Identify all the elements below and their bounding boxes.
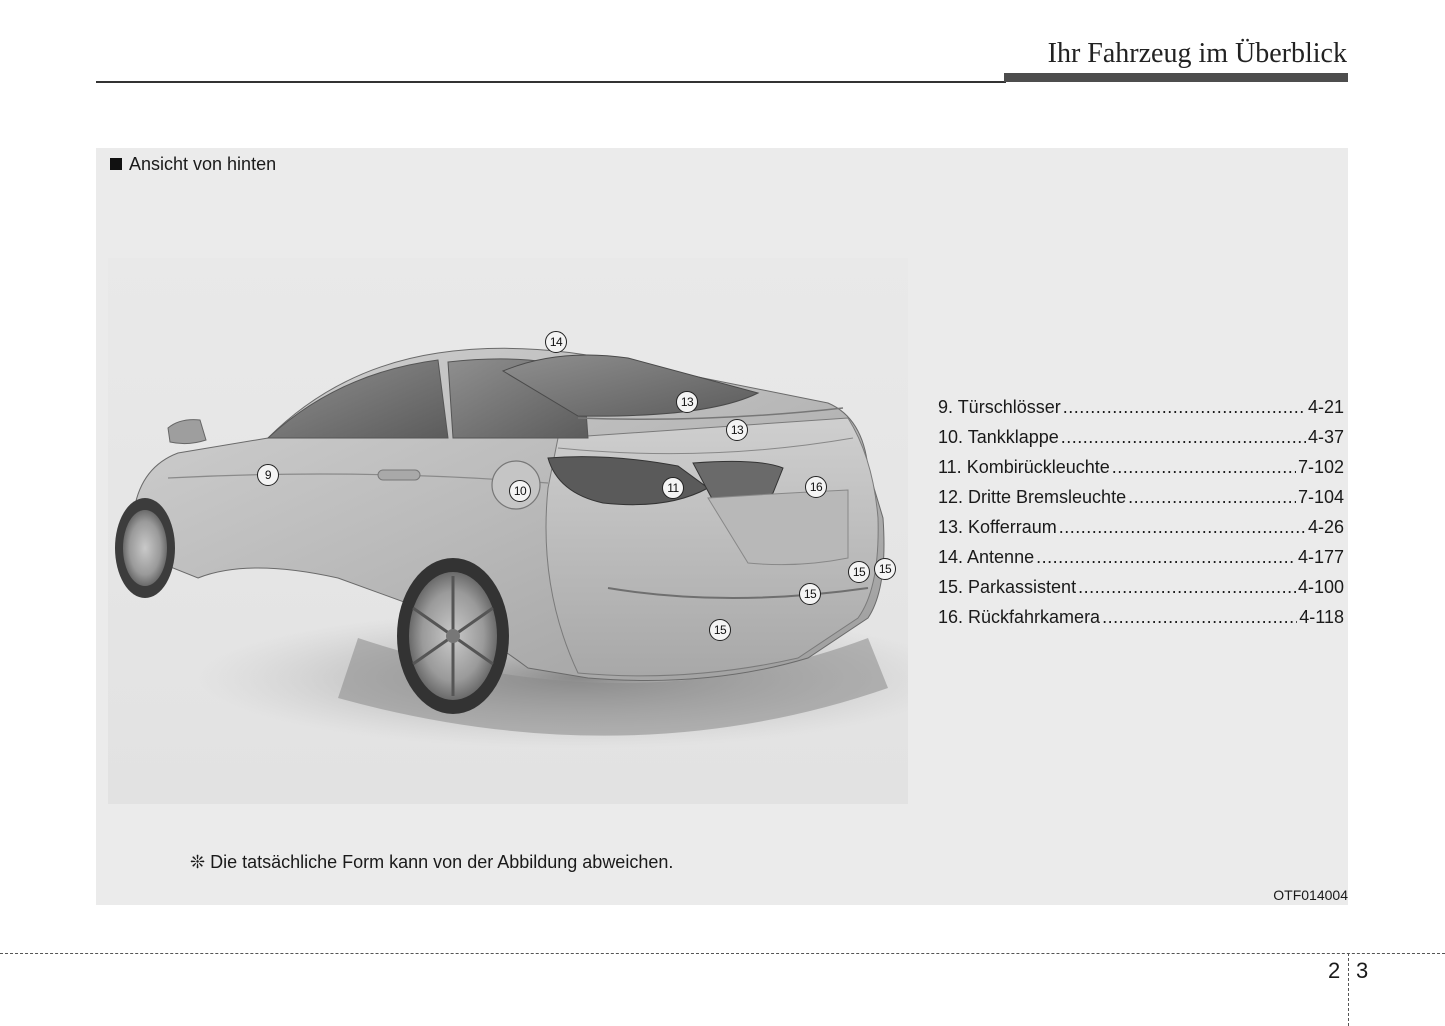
callout-11: 11 xyxy=(662,477,684,499)
legend-label: 11. Kombirückleuchte xyxy=(938,457,1110,477)
callout-15-d: 15 xyxy=(709,619,731,641)
car-rear-illustration xyxy=(108,258,908,804)
legend-page-ref: 4-26 xyxy=(1307,517,1344,537)
legend-item xyxy=(938,607,1344,637)
image-code: OTF014004 xyxy=(1273,887,1348,903)
legend-label: 13. Kofferraum xyxy=(938,517,1057,537)
legend-page-ref: 4-21 xyxy=(1307,397,1344,417)
legend-label: 14. Antenne xyxy=(938,547,1035,567)
callout-9: 9 xyxy=(257,464,279,486)
legend-item xyxy=(938,487,1344,517)
callout-12: 13 xyxy=(676,391,698,413)
legend-item xyxy=(938,427,1344,457)
callout-15-a: 15 xyxy=(848,561,870,583)
parts-legend xyxy=(938,397,1344,637)
callout-16: 16 xyxy=(805,476,827,498)
legend-item xyxy=(938,577,1344,607)
legend-label: 12. Dritte Bremsleuchte xyxy=(938,487,1127,507)
bullet-square-icon xyxy=(110,158,122,170)
disclaimer-footnote: ❊ Die tatsächliche Form kann von der Abbildung abweichen. xyxy=(190,852,674,872)
legend-page-ref: 7-104 xyxy=(1297,487,1344,507)
legend-label: 15. Parkassistent xyxy=(938,577,1077,597)
section-title xyxy=(110,154,276,175)
legend-page-ref: 4-100 xyxy=(1297,577,1344,597)
page-number: 3 xyxy=(1356,958,1369,983)
legend-page-ref: 4-118 xyxy=(1299,607,1344,627)
legend-page-ref: 7-102 xyxy=(1297,457,1344,477)
callout-15-c: 15 xyxy=(799,583,821,605)
header-rule xyxy=(96,81,1006,83)
page-number-divider xyxy=(1348,953,1349,1026)
legend-item xyxy=(938,547,1344,577)
leader-dots xyxy=(1061,427,1306,448)
callout-10: 10 xyxy=(509,480,531,502)
legend-page-ref: 4-177 xyxy=(1297,547,1344,567)
figure-panel xyxy=(96,148,1348,905)
legend-page-ref: 4-37 xyxy=(1307,427,1344,447)
callout-13: 13 xyxy=(726,419,748,441)
leader-dots xyxy=(1059,517,1306,538)
footer-rule xyxy=(0,953,1445,954)
legend-label: 10. Tankklappe xyxy=(938,427,1059,447)
legend-item xyxy=(938,517,1344,547)
callout-14: 14 xyxy=(545,331,567,353)
header-accent-bar xyxy=(1004,73,1348,82)
legend-label: 9. Türschlösser xyxy=(938,397,1061,417)
section-title-text: Ansicht von hinten xyxy=(129,154,277,174)
page-title: Ihr Fahrzeug im Überblick xyxy=(1047,38,1347,69)
leader-dots xyxy=(1063,397,1306,418)
leader-dots xyxy=(1112,457,1296,478)
leader-dots xyxy=(1036,547,1296,568)
callout-15-b: 15 xyxy=(874,558,896,580)
legend-label: 16. Rückfahrkamera xyxy=(938,607,1101,627)
leader-dots xyxy=(1078,577,1296,598)
legend-item xyxy=(938,457,1344,487)
leader-dots xyxy=(1102,607,1297,628)
leader-dots xyxy=(1128,487,1296,508)
legend-item xyxy=(938,397,1344,427)
page-section-number: 2 xyxy=(1328,958,1341,983)
